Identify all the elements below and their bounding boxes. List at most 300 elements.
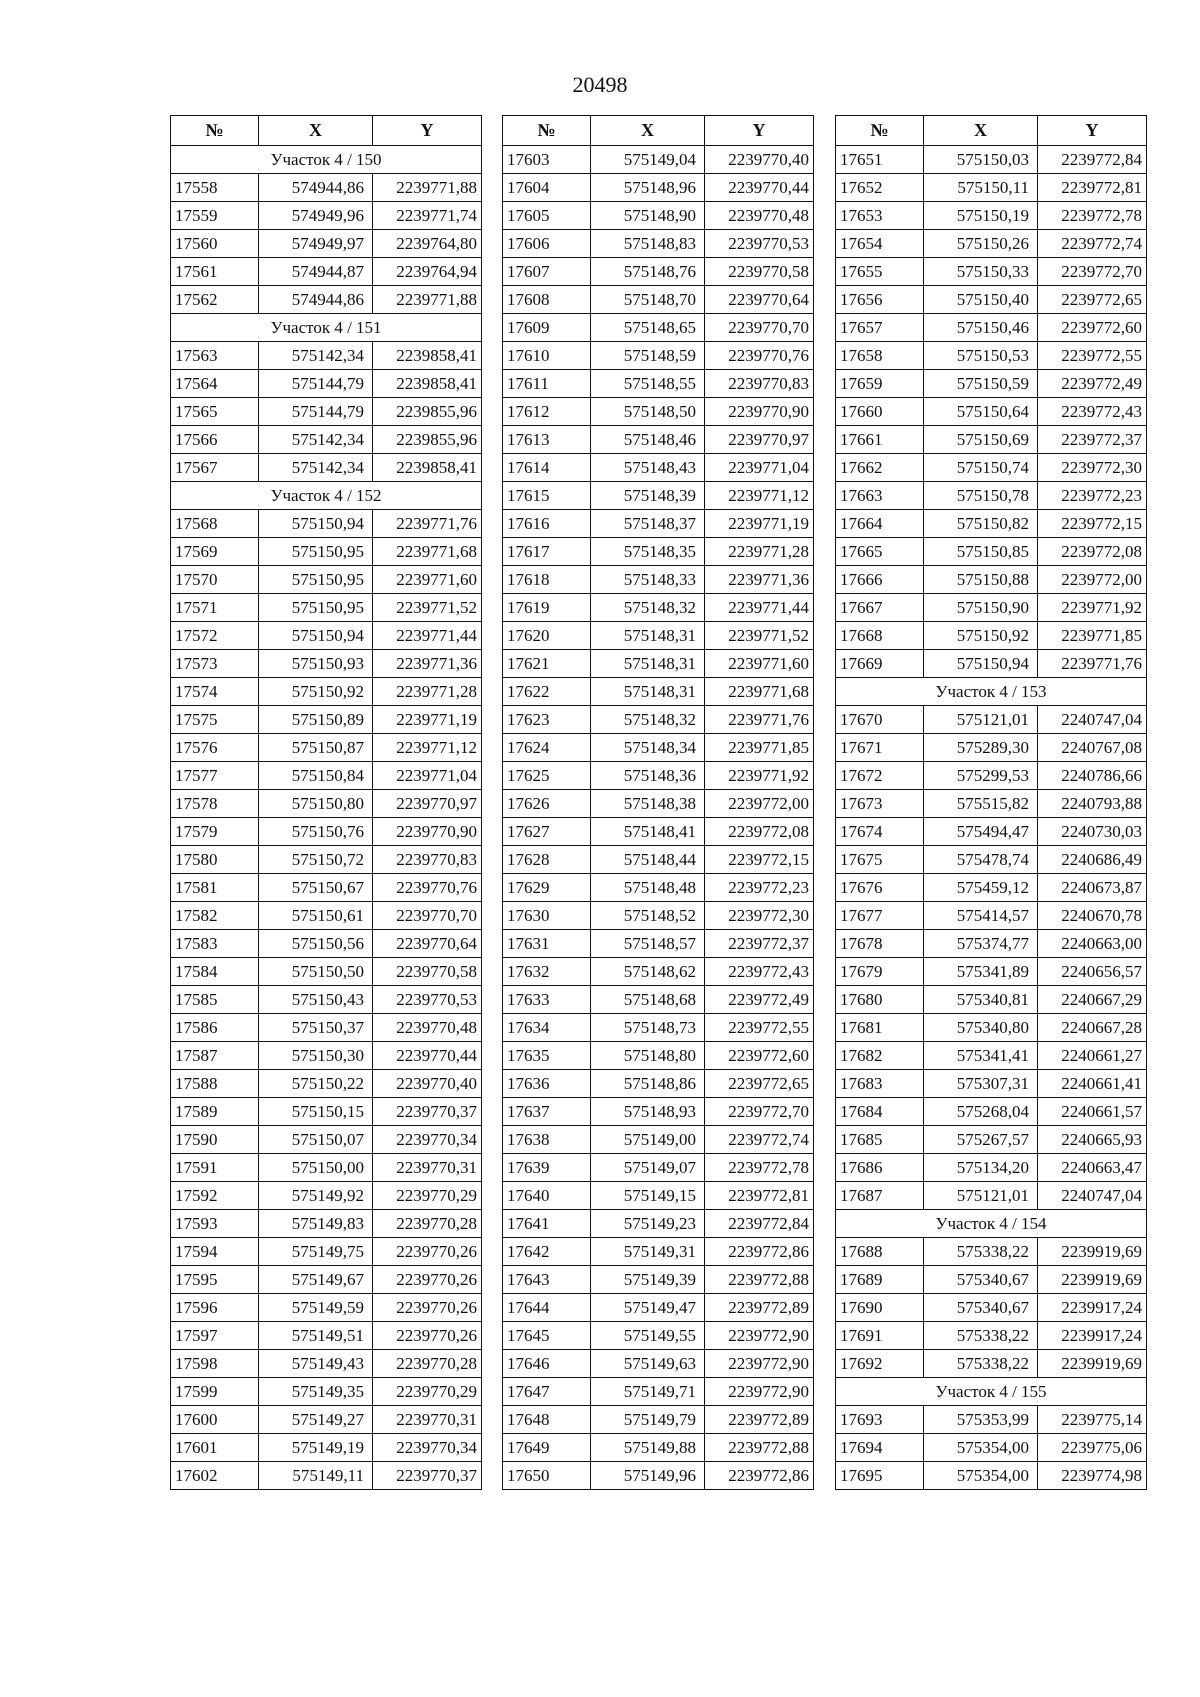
table-row [836,510,1147,538]
table-row [836,650,1147,678]
x-coordinate-cell: 575148,65 [591,314,705,342]
y-coordinate-cell: 2239772,55 [1038,342,1147,370]
point-number-cell: 17614 [503,454,591,482]
x-coordinate-cell: 575149,15 [591,1182,705,1210]
x-coordinate-cell: 575150,78 [924,482,1038,510]
point-number-cell: 17694 [836,1434,924,1462]
y-coordinate-cell: 2239771,44 [373,622,482,650]
table-row [171,342,482,370]
table-row [836,1154,1147,1182]
y-coordinate-cell: 2239772,84 [705,1210,814,1238]
y-coordinate-cell: 2239855,96 [373,398,482,426]
point-number-cell: 17685 [836,1126,924,1154]
table-row [503,958,814,986]
table-row [503,594,814,622]
x-coordinate-cell: 575150,92 [259,678,373,706]
table-row [171,538,482,566]
point-number-cell: 17617 [503,538,591,566]
y-coordinate-cell: 2239772,08 [705,818,814,846]
x-coordinate-cell: 575354,00 [924,1434,1038,1462]
table-row [503,230,814,258]
x-coordinate-cell: 575142,34 [259,342,373,370]
x-coordinate-cell: 575150,94 [924,650,1038,678]
table-header [503,116,814,146]
y-coordinate-cell: 2239771,36 [705,566,814,594]
point-number-cell: 17689 [836,1266,924,1294]
y-coordinate-cell: 2239771,92 [705,762,814,790]
point-number-cell: 17603 [503,146,591,174]
y-coordinate-cell: 2239770,64 [705,286,814,314]
y-coordinate-cell: 2239772,30 [1038,454,1147,482]
y-coordinate-cell: 2240747,04 [1038,706,1147,734]
x-coordinate-cell: 575148,50 [591,398,705,426]
point-number-cell: 17646 [503,1350,591,1378]
x-coordinate-cell: 575338,22 [924,1238,1038,1266]
y-coordinate-cell: 2239772,43 [705,958,814,986]
x-coordinate-cell: 575150,64 [924,398,1038,426]
x-coordinate-cell: 575150,80 [259,790,373,818]
table-row [836,790,1147,818]
point-number-cell: 17560 [171,230,259,258]
x-coordinate-cell: 575148,80 [591,1042,705,1070]
point-number-cell: 17623 [503,706,591,734]
table-row [836,1014,1147,1042]
table-row [503,1378,814,1406]
table-row [836,342,1147,370]
x-coordinate-cell: 575148,57 [591,930,705,958]
y-coordinate-cell: 2239770,53 [705,230,814,258]
y-coordinate-cell: 2239764,80 [373,230,482,258]
point-number-cell: 17605 [503,202,591,230]
point-number-cell: 17687 [836,1182,924,1210]
point-number-cell: 17672 [836,762,924,790]
column-header-y: Y [373,116,482,146]
point-number-cell: 17632 [503,958,591,986]
table-row [503,874,814,902]
table-row [503,1238,814,1266]
table-row [836,594,1147,622]
point-number-cell: 17563 [171,342,259,370]
x-coordinate-cell: 574944,86 [259,286,373,314]
point-number-cell: 17628 [503,846,591,874]
table-row [503,1126,814,1154]
table-row [503,342,814,370]
y-coordinate-cell: 2239772,81 [705,1182,814,1210]
y-coordinate-cell: 2239772,88 [705,1266,814,1294]
x-coordinate-cell: 575148,76 [591,258,705,286]
y-coordinate-cell: 2239771,76 [1038,650,1147,678]
point-number-cell: 17666 [836,566,924,594]
x-coordinate-cell: 575149,00 [591,1126,705,1154]
point-number-cell: 17593 [171,1210,259,1238]
table-row [503,538,814,566]
x-coordinate-cell: 575148,32 [591,706,705,734]
point-number-cell: 17558 [171,174,259,202]
x-coordinate-cell: 575149,83 [259,1210,373,1238]
y-coordinate-cell: 2239771,74 [373,202,482,230]
page-number: 20498 [572,72,628,97]
point-number-cell: 17602 [171,1462,259,1490]
y-coordinate-cell: 2239771,44 [705,594,814,622]
y-coordinate-cell: 2239770,53 [373,986,482,1014]
column-header-number: № [171,116,259,146]
x-coordinate-cell: 575150,94 [259,622,373,650]
y-coordinate-cell: 2239775,06 [1038,1434,1147,1462]
section-row [836,1378,1147,1406]
y-coordinate-cell: 2239772,15 [1038,510,1147,538]
table-row [836,818,1147,846]
x-coordinate-cell: 575149,71 [591,1378,705,1406]
coordinate-table-3 [835,115,1147,1490]
y-coordinate-cell: 2239770,83 [373,846,482,874]
table-row [171,818,482,846]
x-coordinate-cell: 575150,69 [924,426,1038,454]
table-row [171,426,482,454]
table-row [836,146,1147,174]
table-row [503,1406,814,1434]
table-row [836,1238,1147,1266]
table-row [836,902,1147,930]
coordinate-table-1 [170,115,482,1490]
y-coordinate-cell: 2239772,65 [705,1070,814,1098]
y-coordinate-cell: 2239772,23 [1038,482,1147,510]
table-row [503,930,814,958]
table-row [171,1126,482,1154]
y-coordinate-cell: 2239770,28 [373,1210,482,1238]
point-number-cell: 17611 [503,370,591,398]
point-number-cell: 17597 [171,1322,259,1350]
y-coordinate-cell: 2239771,19 [705,510,814,538]
table-row [836,1070,1147,1098]
x-coordinate-cell: 574944,87 [259,258,373,286]
y-coordinate-cell: 2239770,90 [705,398,814,426]
table-row [171,650,482,678]
y-coordinate-cell: 2239770,34 [373,1434,482,1462]
x-coordinate-cell: 575150,40 [924,286,1038,314]
y-coordinate-cell: 2239858,41 [373,370,482,398]
x-coordinate-cell: 575354,00 [924,1462,1038,1490]
x-coordinate-cell: 575307,31 [924,1070,1038,1098]
point-number-cell: 17682 [836,1042,924,1070]
table-row [836,174,1147,202]
y-coordinate-cell: 2239770,70 [373,902,482,930]
x-coordinate-cell: 575121,01 [924,1182,1038,1210]
point-number-cell: 17624 [503,734,591,762]
point-number-cell: 17692 [836,1350,924,1378]
table-row [836,622,1147,650]
y-coordinate-cell: 2240670,78 [1038,902,1147,930]
table-row [503,1294,814,1322]
table-row [171,230,482,258]
x-coordinate-cell: 575149,63 [591,1350,705,1378]
y-coordinate-cell: 2239772,89 [705,1294,814,1322]
x-coordinate-cell: 575149,11 [259,1462,373,1490]
point-number-cell: 17591 [171,1154,259,1182]
table-row [171,202,482,230]
x-coordinate-cell: 575340,80 [924,1014,1038,1042]
point-number-cell: 17658 [836,342,924,370]
table-row [171,454,482,482]
table-row [171,1294,482,1322]
point-number-cell: 17679 [836,958,924,986]
x-coordinate-cell: 575150,33 [924,258,1038,286]
y-coordinate-cell: 2239770,97 [705,426,814,454]
table-row [503,678,814,706]
x-coordinate-cell: 575150,90 [924,594,1038,622]
x-coordinate-cell: 575267,57 [924,1126,1038,1154]
section-row [836,1210,1147,1238]
point-number-cell: 17654 [836,230,924,258]
x-coordinate-cell: 575148,93 [591,1098,705,1126]
point-number-cell: 17635 [503,1042,591,1070]
y-coordinate-cell: 2239772,60 [1038,314,1147,342]
x-coordinate-cell: 575150,37 [259,1014,373,1042]
x-coordinate-cell: 575148,38 [591,790,705,818]
table-row [836,1126,1147,1154]
y-coordinate-cell: 2239772,37 [1038,426,1147,454]
point-number-cell: 17695 [836,1462,924,1490]
table-row [171,1154,482,1182]
y-coordinate-cell: 2239772,30 [705,902,814,930]
point-number-cell: 17625 [503,762,591,790]
table-row [503,426,814,454]
y-coordinate-cell: 2239770,34 [373,1126,482,1154]
y-coordinate-cell: 2239772,70 [705,1098,814,1126]
table-row [836,1182,1147,1210]
x-coordinate-cell: 575150,03 [924,146,1038,174]
y-coordinate-cell: 2239772,81 [1038,174,1147,202]
y-coordinate-cell: 2239772,37 [705,930,814,958]
table-row [503,622,814,650]
table-row [836,258,1147,286]
table-row [171,1266,482,1294]
x-coordinate-cell: 575148,46 [591,426,705,454]
x-coordinate-cell: 575150,82 [924,510,1038,538]
y-coordinate-cell: 2240665,93 [1038,1126,1147,1154]
point-number-cell: 17565 [171,398,259,426]
table-row [171,986,482,1014]
x-coordinate-cell: 575149,43 [259,1350,373,1378]
x-coordinate-cell: 575148,70 [591,286,705,314]
point-number-cell: 17609 [503,314,591,342]
table-row [503,1434,814,1462]
x-coordinate-cell: 575150,11 [924,174,1038,202]
x-coordinate-cell: 575134,20 [924,1154,1038,1182]
point-number-cell: 17615 [503,482,591,510]
x-coordinate-cell: 575353,99 [924,1406,1038,1434]
y-coordinate-cell: 2239771,60 [705,650,814,678]
point-number-cell: 17690 [836,1294,924,1322]
y-coordinate-cell: 2239770,76 [373,874,482,902]
table-row [503,762,814,790]
x-coordinate-cell: 575150,72 [259,846,373,874]
x-coordinate-cell: 574949,96 [259,202,373,230]
table-row [503,370,814,398]
section-title: Участок 4 / 153 [836,678,1147,706]
point-number-cell: 17640 [503,1182,591,1210]
point-number-cell: 17686 [836,1154,924,1182]
point-number-cell: 17661 [836,426,924,454]
x-coordinate-cell: 575148,35 [591,538,705,566]
table-row [836,1266,1147,1294]
table-row [836,874,1147,902]
x-coordinate-cell: 575340,67 [924,1266,1038,1294]
y-coordinate-cell: 2239770,26 [373,1238,482,1266]
y-coordinate-cell: 2239772,70 [1038,258,1147,286]
y-coordinate-cell: 2239772,65 [1038,286,1147,314]
table-row [836,846,1147,874]
point-number-cell: 17606 [503,230,591,258]
y-coordinate-cell: 2239772,55 [705,1014,814,1042]
point-number-cell: 17590 [171,1126,259,1154]
point-number-cell: 17577 [171,762,259,790]
point-number-cell: 17678 [836,930,924,958]
coordinate-table-2 [502,115,814,1490]
y-coordinate-cell: 2239770,37 [373,1098,482,1126]
point-number-cell: 17607 [503,258,591,286]
x-coordinate-cell: 575148,37 [591,510,705,538]
x-coordinate-cell: 575340,81 [924,986,1038,1014]
point-number-cell: 17572 [171,622,259,650]
x-coordinate-cell: 575149,31 [591,1238,705,1266]
x-coordinate-cell: 575150,26 [924,230,1038,258]
x-coordinate-cell: 575374,77 [924,930,1038,958]
x-coordinate-cell: 575149,67 [259,1266,373,1294]
point-number-cell: 17653 [836,202,924,230]
table-row [171,622,482,650]
x-coordinate-cell: 575150,74 [924,454,1038,482]
x-coordinate-cell: 575150,67 [259,874,373,902]
x-coordinate-cell: 575150,92 [924,622,1038,650]
table-row [171,874,482,902]
point-number-cell: 17620 [503,622,591,650]
y-coordinate-cell: 2239772,43 [1038,398,1147,426]
table-row [836,706,1147,734]
point-number-cell: 17670 [836,706,924,734]
table-row [171,790,482,818]
point-number-cell: 17594 [171,1238,259,1266]
y-coordinate-cell: 2239770,31 [373,1406,482,1434]
y-coordinate-cell: 2239771,36 [373,650,482,678]
y-coordinate-cell: 2239772,49 [705,986,814,1014]
x-coordinate-cell: 575149,51 [259,1322,373,1350]
point-number-cell: 17693 [836,1406,924,1434]
x-coordinate-cell: 574944,86 [259,174,373,202]
point-number-cell: 17648 [503,1406,591,1434]
y-coordinate-cell: 2239771,92 [1038,594,1147,622]
point-number-cell: 17660 [836,398,924,426]
point-number-cell: 17652 [836,174,924,202]
table-row [836,762,1147,790]
point-number-cell: 17613 [503,426,591,454]
point-number-cell: 17639 [503,1154,591,1182]
table-row [171,678,482,706]
x-coordinate-cell: 575150,95 [259,566,373,594]
table-row [836,930,1147,958]
x-coordinate-cell: 575149,79 [591,1406,705,1434]
x-coordinate-cell: 575150,85 [924,538,1038,566]
y-coordinate-cell: 2239770,28 [373,1350,482,1378]
y-coordinate-cell: 2239771,85 [705,734,814,762]
x-coordinate-cell: 575150,00 [259,1154,373,1182]
y-coordinate-cell: 2239770,40 [705,146,814,174]
y-coordinate-cell: 2240661,57 [1038,1098,1147,1126]
y-coordinate-cell: 2239772,49 [1038,370,1147,398]
y-coordinate-cell: 2239772,74 [1038,230,1147,258]
point-number-cell: 17680 [836,986,924,1014]
x-coordinate-cell: 575150,56 [259,930,373,958]
y-coordinate-cell: 2239770,31 [373,1154,482,1182]
y-coordinate-cell: 2240747,04 [1038,1182,1147,1210]
table-row [836,986,1147,1014]
x-coordinate-cell: 575148,59 [591,342,705,370]
table-row [503,1350,814,1378]
y-coordinate-cell: 2239771,85 [1038,622,1147,650]
y-coordinate-cell: 2239771,68 [705,678,814,706]
table-row [836,370,1147,398]
y-coordinate-cell: 2239771,12 [705,482,814,510]
y-coordinate-cell: 2239770,97 [373,790,482,818]
table-row [171,510,482,538]
x-coordinate-cell: 575478,74 [924,846,1038,874]
table-row [836,202,1147,230]
y-coordinate-cell: 2239772,23 [705,874,814,902]
table-row [836,454,1147,482]
table-row [503,566,814,594]
point-number-cell: 17676 [836,874,924,902]
y-coordinate-cell: 2240661,27 [1038,1042,1147,1070]
x-coordinate-cell: 575148,31 [591,622,705,650]
y-coordinate-cell: 2239772,89 [705,1406,814,1434]
point-number-cell: 17637 [503,1098,591,1126]
x-coordinate-cell: 575459,12 [924,874,1038,902]
y-coordinate-cell: 2239919,69 [1038,1266,1147,1294]
table-row [503,1182,814,1210]
point-number-cell: 17626 [503,790,591,818]
x-coordinate-cell: 575149,75 [259,1238,373,1266]
y-coordinate-cell: 2240767,08 [1038,734,1147,762]
table-row [836,1406,1147,1434]
y-coordinate-cell: 2239771,88 [373,286,482,314]
column-header-x: X [259,116,373,146]
column-header-number: № [836,116,924,146]
x-coordinate-cell: 575150,22 [259,1070,373,1098]
table-row [503,1042,814,1070]
point-number-cell: 17599 [171,1378,259,1406]
table-row [171,958,482,986]
y-coordinate-cell: 2239919,69 [1038,1238,1147,1266]
point-number-cell: 17598 [171,1350,259,1378]
point-number-cell: 17673 [836,790,924,818]
table-row [171,1462,482,1490]
point-number-cell: 17584 [171,958,259,986]
point-number-cell: 17592 [171,1182,259,1210]
point-number-cell: 17631 [503,930,591,958]
x-coordinate-cell: 575148,68 [591,986,705,1014]
table-row [171,1238,482,1266]
x-coordinate-cell: 575148,44 [591,846,705,874]
x-coordinate-cell: 575142,34 [259,426,373,454]
x-coordinate-cell: 575148,55 [591,370,705,398]
table-row [503,454,814,482]
point-number-cell: 17559 [171,202,259,230]
table-row [171,846,482,874]
point-number-cell: 17586 [171,1014,259,1042]
x-coordinate-cell: 575150,76 [259,818,373,846]
point-number-cell: 17604 [503,174,591,202]
x-coordinate-cell: 575148,43 [591,454,705,482]
x-coordinate-cell: 575148,34 [591,734,705,762]
